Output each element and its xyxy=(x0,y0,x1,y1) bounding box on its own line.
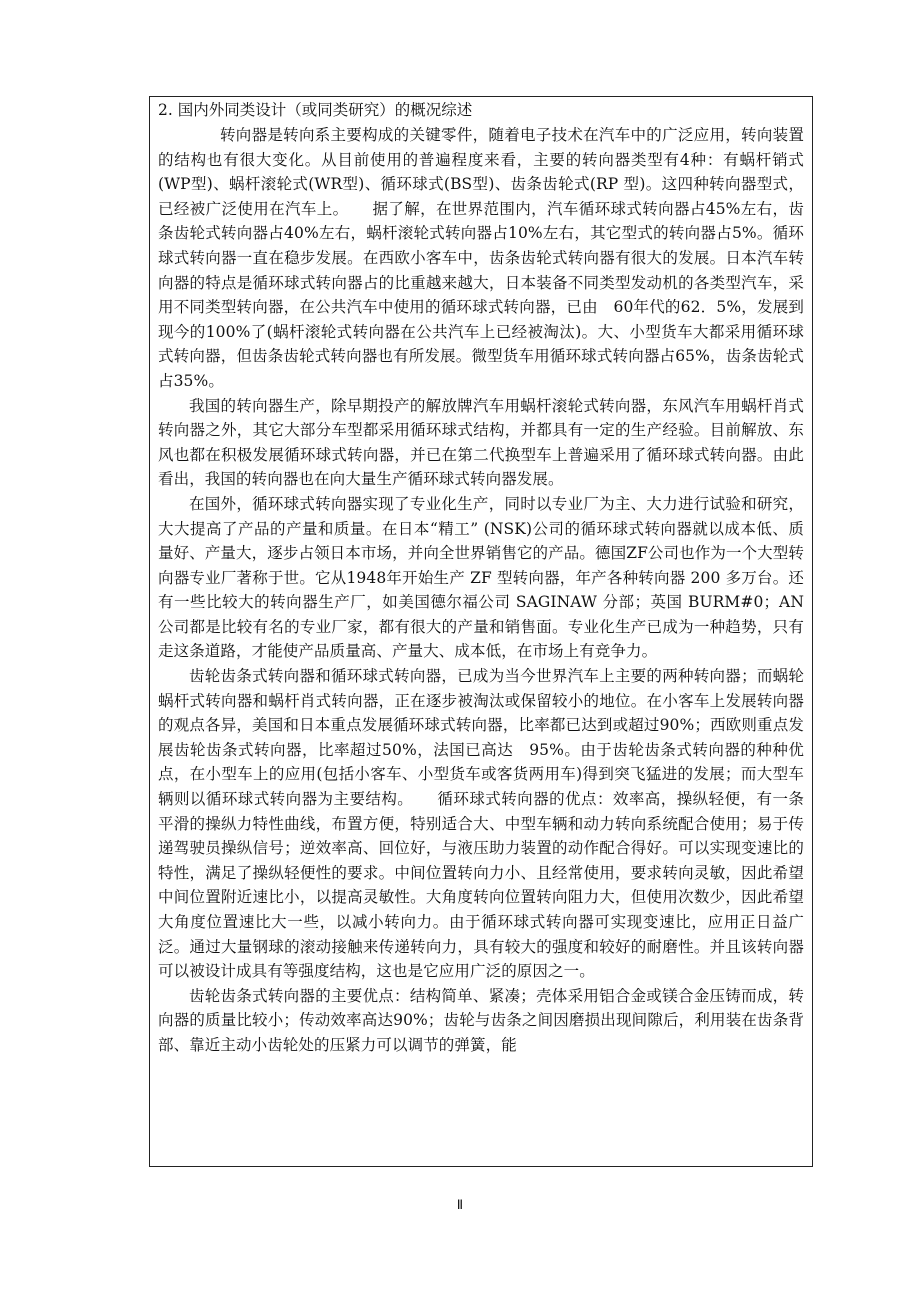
paragraph-rack-pinion: 齿轮齿条式转向器的主要优点：结构简单、紧凑；壳体采用铝合金或镁合金压铸而成，转向器的质量比较小；传动效率高达90%；齿轮与齿条之间因磨损出现间隙后，利用装在齿条背部、靠近主动小齿轮处的压紧力可以调节的弹簧，能 xyxy=(158,986,804,1054)
paragraph-foreign: 在国外，循环球式转向器实现了专业化生产，同时以专业厂为主、大力进行试验和研究，大大提高了产品的产量和质量。在日本“精工” (NSK)公司的循环球式转向器就以成本低、质量好、产量大，逐步占领日本市场，并向全世界销售它的产品。德国ZF公司也作为一个大型转向器专业厂著称于世。它从1948年开始生产 ZF 型转向器，年产各种转向器 200 多万台。还有一些比较大的转向器生产厂，如美国德尔福公司 SAGINAW 分部；英国 BURM#0；AN 公司都是比较有名的专业厂家，都有很大的产量和销售面。专业化生产已成为一种趋势，只有走这条道路，才能使产品质量高、产量大、成本低，在市场上有竞争力。 xyxy=(158,494,804,661)
page-number: Ⅱ xyxy=(456,1197,464,1212)
paragraph-domestic: 我国的转向器生产，除早期投产的解放牌汽车用蜗杆滚轮式转向器，东风汽车用蜗杆肖式转向器之外，其它大部分车型都采用循环球式结构，并都具有一定的生产经验。目前解放、东风也都在积极发展循环球式转向器，并已在第二代换型车上普遍采用了循环球式转向器。由此看出，我国的转向器也在向大量生产循环球式转向器发展。 xyxy=(158,396,804,489)
content-frame xyxy=(149,96,813,1167)
paragraph-comparison: 齿轮齿条式转向器和循环球式转向器，已成为当今世界汽车上主要的两种转向器；而蜗轮蜗杆式转向器和蜗杆肖式转向器，正在逐步被淘汰或保留较小的地位。在小客车上发展转向器的观点各异，美国和日本重点发展循环球式转向器，比率都已达到或超过90%；西欧则重点发展齿轮齿条式转向器，比率超过50%，法国已高达 95%。由于齿轮齿条式转向器的种种优点，在小型车上的应用(包括小客车、小型货车或客货两用车)得到突飞猛进的发展；而大型车辆则以循环球式转向器为主要结构。 循环球式转向器的优点：效率高，操纵轻便，有一条平滑的操纵力特性曲线，布置方便，特别适合大、中型车辆和动力转向系统配合使用；易于传递驾驶员操纵信号；逆效率高、回位好，与液压助力装置的动作配合得好。可以实现变速比的特性，满足了操纵轻便性的要求。中间位置转向力小、且经常使用，要求转向灵敏，因此希望中间位置附近速比小，以提高灵敏性。大角度转向位置转向阻力大，但使用次数少，因此希望大角度位置速比大一些，以减小转向力。由于循环球式转向器可实现变速比，应用正日益广泛。通过大量钢球的滚动接触来传递转向力，具有较大的强度和较好的耐磨性。并且该转向器可以被设计成具有等强度结构，这也是它应用广泛的原因之一。 xyxy=(158,667,804,981)
section-heading: 2. 国内外同类设计（或同类研究）的概况综述 xyxy=(158,101,473,119)
paragraph-overview: 转向器是转向系主要构成的关键零件，随着电子技术在汽车中的广泛应用，转向装置的结构也有很大变化。从目前使用的普遍程度来看，主要的转向器类型有4种：有蜗杆销式(WP型)、蜗杆滚轮式(WR型)、循环球式(BS型)、齿条齿轮式(RP 型)。这四种转向器型式，已经被广泛使用在汽车上。 据了解，在世界范围内，汽车循环球式转向器占45%左右，齿条齿轮式转向器占40%左右，蜗杆滚轮式转向器占10%左右，其它型式的转向器占5%。循环球式转向器一直在稳步发展。在西欧小客车中，齿条齿轮式转向器有很大的发展。日本汽车转向器的特点是循环球式转向器占的比重越来越大，日本装备不同类型发动机的各类型汽车，采用不同类型转向器，在公共汽车中使用的循环球式转向器，已由 60年代的62．5%，发展到现今的100%了(蜗杆滚轮式转向器在公共汽车上已经被淘汰)。大、小型货车大都采用循环球式转向器，但齿条齿轮式转向器也有所发展。微型货车用循环球式转向器占65%，齿条齿轮式占35%。 xyxy=(158,126,804,390)
